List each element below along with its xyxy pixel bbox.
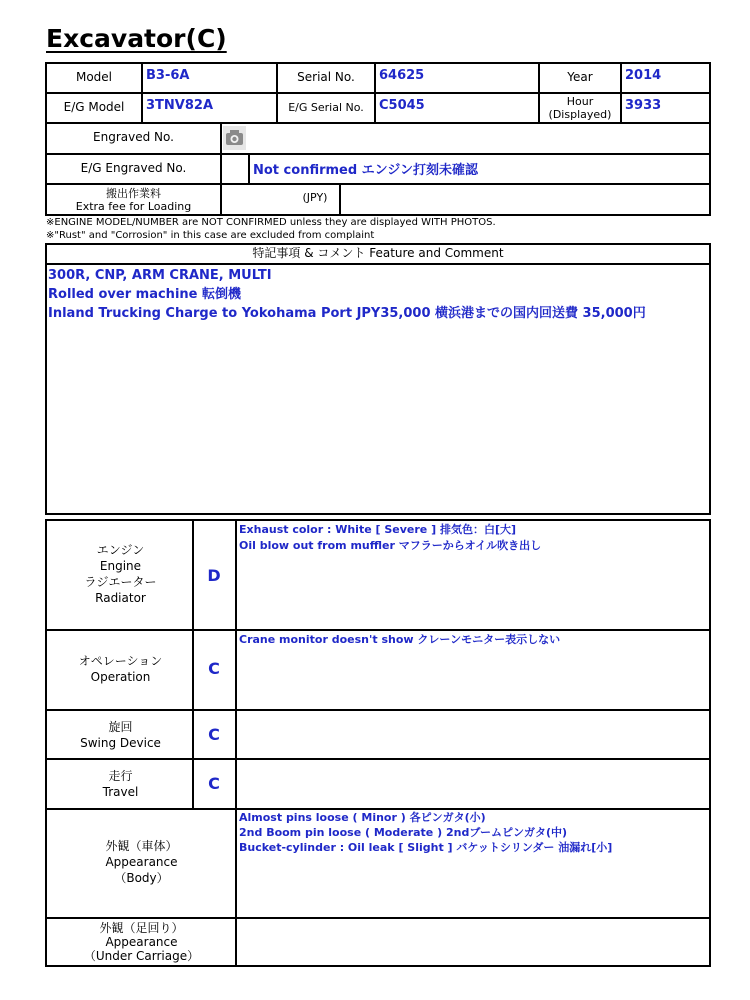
eg-model-label: E/G Model	[63, 100, 125, 114]
eg-engraved-label: E/G Engraved No.	[80, 161, 187, 175]
operation-label-en: Operation	[90, 670, 151, 684]
extra-fee-label-jp: 搬出作業料	[106, 187, 161, 200]
hour-label-line-2: (Displayed)	[548, 108, 612, 121]
feature-line: Inland Trucking Charge to Yokohama Port JPY35,000 横浜港までの国内回送費 35,000円	[48, 306, 646, 321]
year-label: Year	[567, 70, 593, 84]
swing-section-label	[48, 719, 193, 751]
radiator-label-en: Radiator	[95, 591, 146, 605]
appearance-body-comment: Bucket-cylinder : Oil leak [ Slight ] バケットシリンダー 油漏れ[小]	[239, 841, 613, 854]
eg-model-value: 3TNV82A	[146, 98, 214, 113]
feature-line: 300R, CNP, ARM CRANE, MULTI	[48, 268, 272, 283]
operation-label-jp: オペレーション	[78, 654, 163, 668]
appearance-under-section-label	[48, 921, 235, 963]
appearance-body-comment: Almost pins loose ( Minor ) 各ピンガタ(小)	[239, 811, 486, 824]
hour-label	[540, 95, 620, 121]
page-title: Excavator(C)	[46, 24, 227, 53]
appearance-under-label-en: Appearance	[105, 935, 178, 949]
travel-section-label	[48, 768, 193, 800]
appearance-under-label-sub: （Under Carriage）	[83, 949, 200, 963]
hour-label-line-1: Hour	[566, 95, 594, 108]
serial-value: 64625	[379, 68, 425, 83]
model-label: Model	[75, 70, 113, 84]
extra-fee-label	[47, 187, 220, 213]
travel-grade: C	[208, 774, 220, 793]
radiator-label-jp: ラジエーター	[84, 575, 157, 589]
appearance-body-label-en: Appearance	[105, 855, 178, 869]
appearance-body-comment: 2nd Boom pin loose ( Moderate ) 2ndブームピンガタ(中)	[239, 826, 568, 839]
swing-grade: C	[208, 725, 220, 744]
year-value: 2014	[625, 68, 662, 83]
operation-comment: Crane monitor doesn't show クレーンモニター表示しない	[239, 633, 561, 646]
note-rust: ※"Rust" and "Corrosion" in this case are excluded from complaint	[46, 230, 375, 241]
engine-comment: Exhaust color : White [ Severe ] 排気色：白[大]	[239, 523, 516, 536]
engine-section-label	[48, 542, 193, 606]
note-engine-number: ※ENGINE MODEL/NUMBER are NOT CONFIRMED unless they are displayed WITH PHOTOS.	[46, 217, 496, 228]
appearance-under-label-jp: 外観（足回り）	[99, 921, 184, 935]
extra-fee-label-en: Extra fee for Loading	[75, 200, 192, 213]
engraved-label: Engraved No.	[93, 130, 174, 144]
serial-label: Serial No.	[297, 70, 355, 84]
operation-grade: C	[208, 659, 220, 678]
feature-header: 特記事項 & コメント Feature and Comment	[252, 246, 504, 260]
operation-section-label	[48, 653, 193, 685]
eg-serial-label: E/G Serial No.	[288, 101, 364, 114]
swing-label-jp: 旋回	[108, 720, 133, 734]
currency-label: (JPY)	[302, 191, 328, 204]
appearance-body-label-sub: （Body）	[114, 871, 169, 885]
travel-label-jp: 走行	[108, 769, 133, 783]
engine-label-en: Engine	[99, 559, 142, 573]
feature-line: Rolled over machine 転倒機	[48, 287, 241, 302]
model-value: B3-6A	[146, 68, 190, 83]
hour-value: 3933	[625, 98, 662, 113]
engine-label-jp: エンジン	[96, 543, 145, 557]
engine-comment: Oil blow out from muffler マフラーからオイル吹き出し	[239, 539, 542, 552]
engine-grade: D	[207, 566, 221, 585]
eg-engraved-value: Not confirmed エンジン打刻未確認	[253, 163, 479, 178]
swing-label-en: Swing Device	[80, 736, 161, 750]
appearance-body-label-jp: 外観（車体）	[105, 839, 178, 853]
camera-icon[interactable]	[223, 126, 246, 150]
eg-serial-value: C5045	[379, 98, 425, 113]
appearance-body-section-label	[48, 838, 235, 886]
travel-label-en: Travel	[102, 785, 139, 799]
